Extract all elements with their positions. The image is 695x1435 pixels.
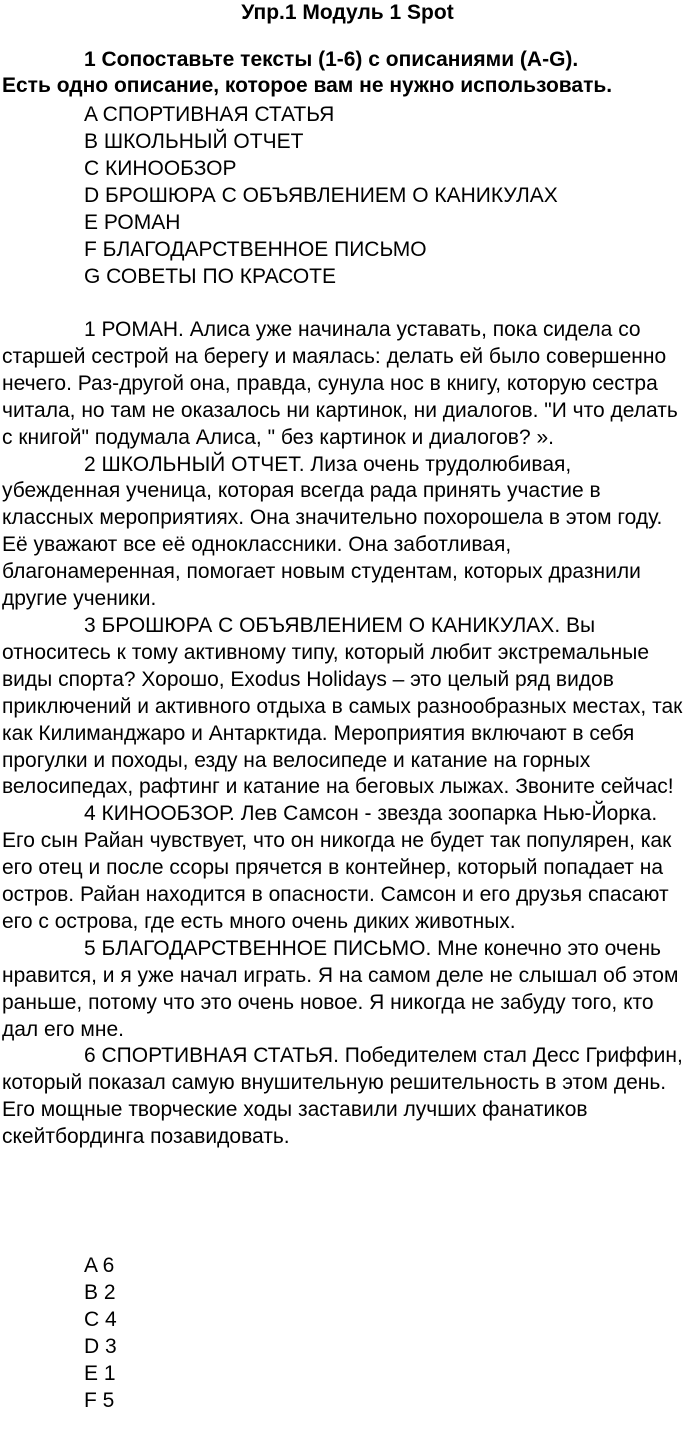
answer-c: C 4 [84,1308,117,1331]
option-a: A СПОРТИВНАЯ СТАТЬЯ [84,103,335,126]
text-paragraph-6: 6 СПОРТИВНАЯ СТАТЬЯ. Победителем стал Десс Гриффин, который показал самую внушительную решительность в этом день. Его мощные творческие ходы заставили лучших фанатиков скейтбординга позавидовать. [2,1044,683,1149]
option-d: D БРОШЮРА С ОБЪЯВЛЕНИЕМ О КАНИКУЛАХ [84,184,558,207]
text-paragraph-5: 5 БЛАГОДАРСТВЕННОЕ ПИСЬМО. Мне конечно это очень нравится, и я уже начал играть. Я на самом деле не слышал об этом раньше, потому что это очень новое. Я никогда не забуду того, кто дал его мне. [2,936,679,1041]
text-paragraph-3: 3 БРОШЮРА С ОБЪЯВЛЕНИЕМ О КАНИКУЛАХ. Вы относитесь к тому активному типу, который любит экстремальные виды спорта? Хорошо, Exodus Holidays – это целый ряд видов приключений и активного отдыха в самых разнообразных местах, так как Килиманджаро и Антарктида. Мероприятия включают в себя прогулки и походы, езду на велосипеде и катание на горных велосипедах, рафтинг и катание на беговых лыжах. Звоните сейчас! [2,613,683,799]
option-c: C КИНООБЗОР [84,157,237,180]
answer-e: E 1 [84,1362,116,1385]
texts-section [2,317,685,1151]
answer-f: F 5 [84,1389,115,1412]
task-instruction [0,47,695,99]
option-f: F БЛАГОДАРСТВЕННОЕ ПИСЬМО [84,238,427,261]
answer-a: A 6 [84,1254,115,1277]
description-options-list [84,101,558,290]
instruction-line-2: Есть одно описание, которое вам не нужно использовать. [2,74,613,97]
text-paragraph-4: 4 КИНООБЗОР. Лев Самсон - звезда зоопарка Нью-Йорка. Его сын Райан чувствует, что он никогда не будет так популярен, как его отец и после ссоры прячется в контейнер, который попадает на остров. Райан находится в опасности. Самсон и его друзья спасают его с острова, где есть много очень диких животных. [2,802,672,933]
page-title: Упр.1 Модуль 1 Spot [241,1,454,24]
text-paragraph-1: 1 РОМАН. Алиса уже начинала уставать, пока сидела со старшей сестрой на берегу и маялась: делать ей было совершенно нечего. Раз-другой она, правда, сунула нос в книгу, которую сестра читала, но там не оказалось ни картинок, ни диалогов. "И что делать с книгой" подумала Алиса, " без картинок и диалогов? ». [2,318,678,449]
instruction-line-1: 1 Сопоставьте тексты (1-6) с описаниями (A-G). [84,48,579,71]
option-b: B ШКОЛЬНЫЙ ОТЧЕТ [84,130,304,153]
option-g: G СОВЕТЫ ПО КРАСОТЕ [84,265,336,288]
option-e: E РОМАН [84,211,181,234]
answer-d: D 3 [84,1335,117,1358]
answer-b: B 2 [84,1281,116,1304]
answer-key-list [84,1252,117,1414]
text-paragraph-2: 2 ШКОЛЬНЫЙ ОТЧЕТ. Лиза очень трудолюбивая, убежденная ученица, которая всегда рада принять участие в классных мероприятиях. Она значительно похорошела в этом году. Её уважают все её одноклассники. Она заботливая, благонамеренная, помогает новым студентам, которых дразнили другие ученики. [2,452,663,611]
